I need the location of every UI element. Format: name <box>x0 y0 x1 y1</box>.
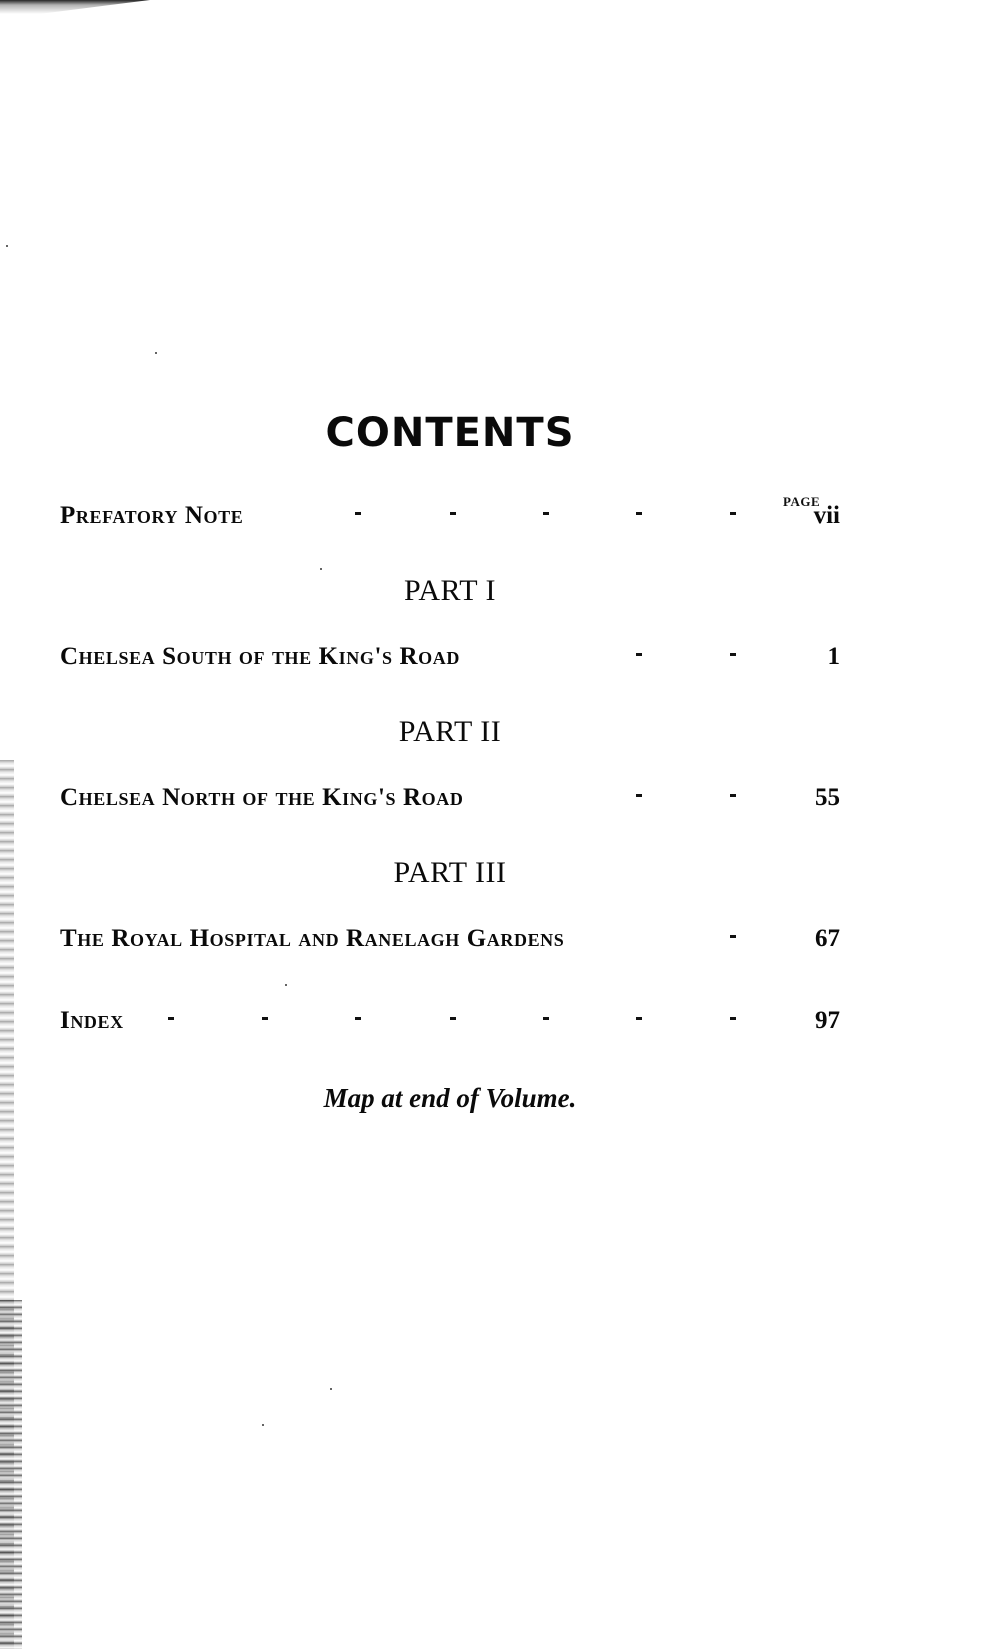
scan-speck <box>330 1388 332 1390</box>
toc-entry-page: vii <box>813 502 840 529</box>
leader-dash <box>262 1017 268 1020</box>
leader-dash <box>730 653 736 656</box>
leader-dash <box>636 512 642 515</box>
contents-heading: CONTENTS <box>325 410 575 456</box>
leader-dash <box>636 1017 642 1020</box>
toc-entry-preface[interactable] <box>60 502 840 534</box>
toc-entry-page: 97 <box>815 1007 840 1034</box>
leader-dash <box>730 794 736 797</box>
leader-dash <box>543 512 549 515</box>
toc-entry-page: 1 <box>827 643 840 670</box>
toc-entry-part-1[interactable] <box>60 643 840 675</box>
scan-speck <box>320 568 322 570</box>
toc-entry-page: 55 <box>815 784 840 811</box>
page-column-label: PAGE <box>783 494 821 509</box>
leader-dash <box>355 512 361 515</box>
leader-dash <box>730 1017 736 1020</box>
scan-corner-shadow <box>0 0 150 22</box>
leader-dash <box>168 1017 174 1020</box>
scan-speck <box>6 245 8 247</box>
leader-dash <box>730 935 736 938</box>
toc-entry-part-3[interactable] <box>60 925 840 957</box>
leader-dash <box>636 653 642 656</box>
scan-speck <box>262 1424 264 1426</box>
leader-dash <box>636 794 642 797</box>
scan-edge-shadow-bottom <box>0 1300 22 1649</box>
part-heading-2: PART II <box>398 715 502 748</box>
toc-entry-page: 67 <box>815 925 840 952</box>
map-note: Map at end of Volume. <box>323 1083 577 1113</box>
scan-speck <box>285 984 287 986</box>
leader-dash <box>543 1017 549 1020</box>
part-heading-1: PART I <box>403 574 497 607</box>
toc-entry-title: Index <box>60 1007 124 1034</box>
part-heading-3: PART III <box>393 856 507 889</box>
leader-dash <box>355 1017 361 1020</box>
toc-entry-title: Prefatory Note <box>60 502 244 529</box>
toc-entry-title: The Royal Hospital and Ranelagh Gardens <box>60 925 565 952</box>
toc-entry-index[interactable] <box>60 1007 840 1039</box>
toc-entry-title: Chelsea North of the King's Road <box>60 784 464 811</box>
toc-entry-part-2[interactable] <box>60 784 840 816</box>
leader-dash <box>450 1017 456 1020</box>
leader-dash <box>730 512 736 515</box>
toc-entry-title: Chelsea South of the King's Road <box>60 643 460 670</box>
leader-dash <box>450 512 456 515</box>
scan-speck <box>155 352 157 354</box>
